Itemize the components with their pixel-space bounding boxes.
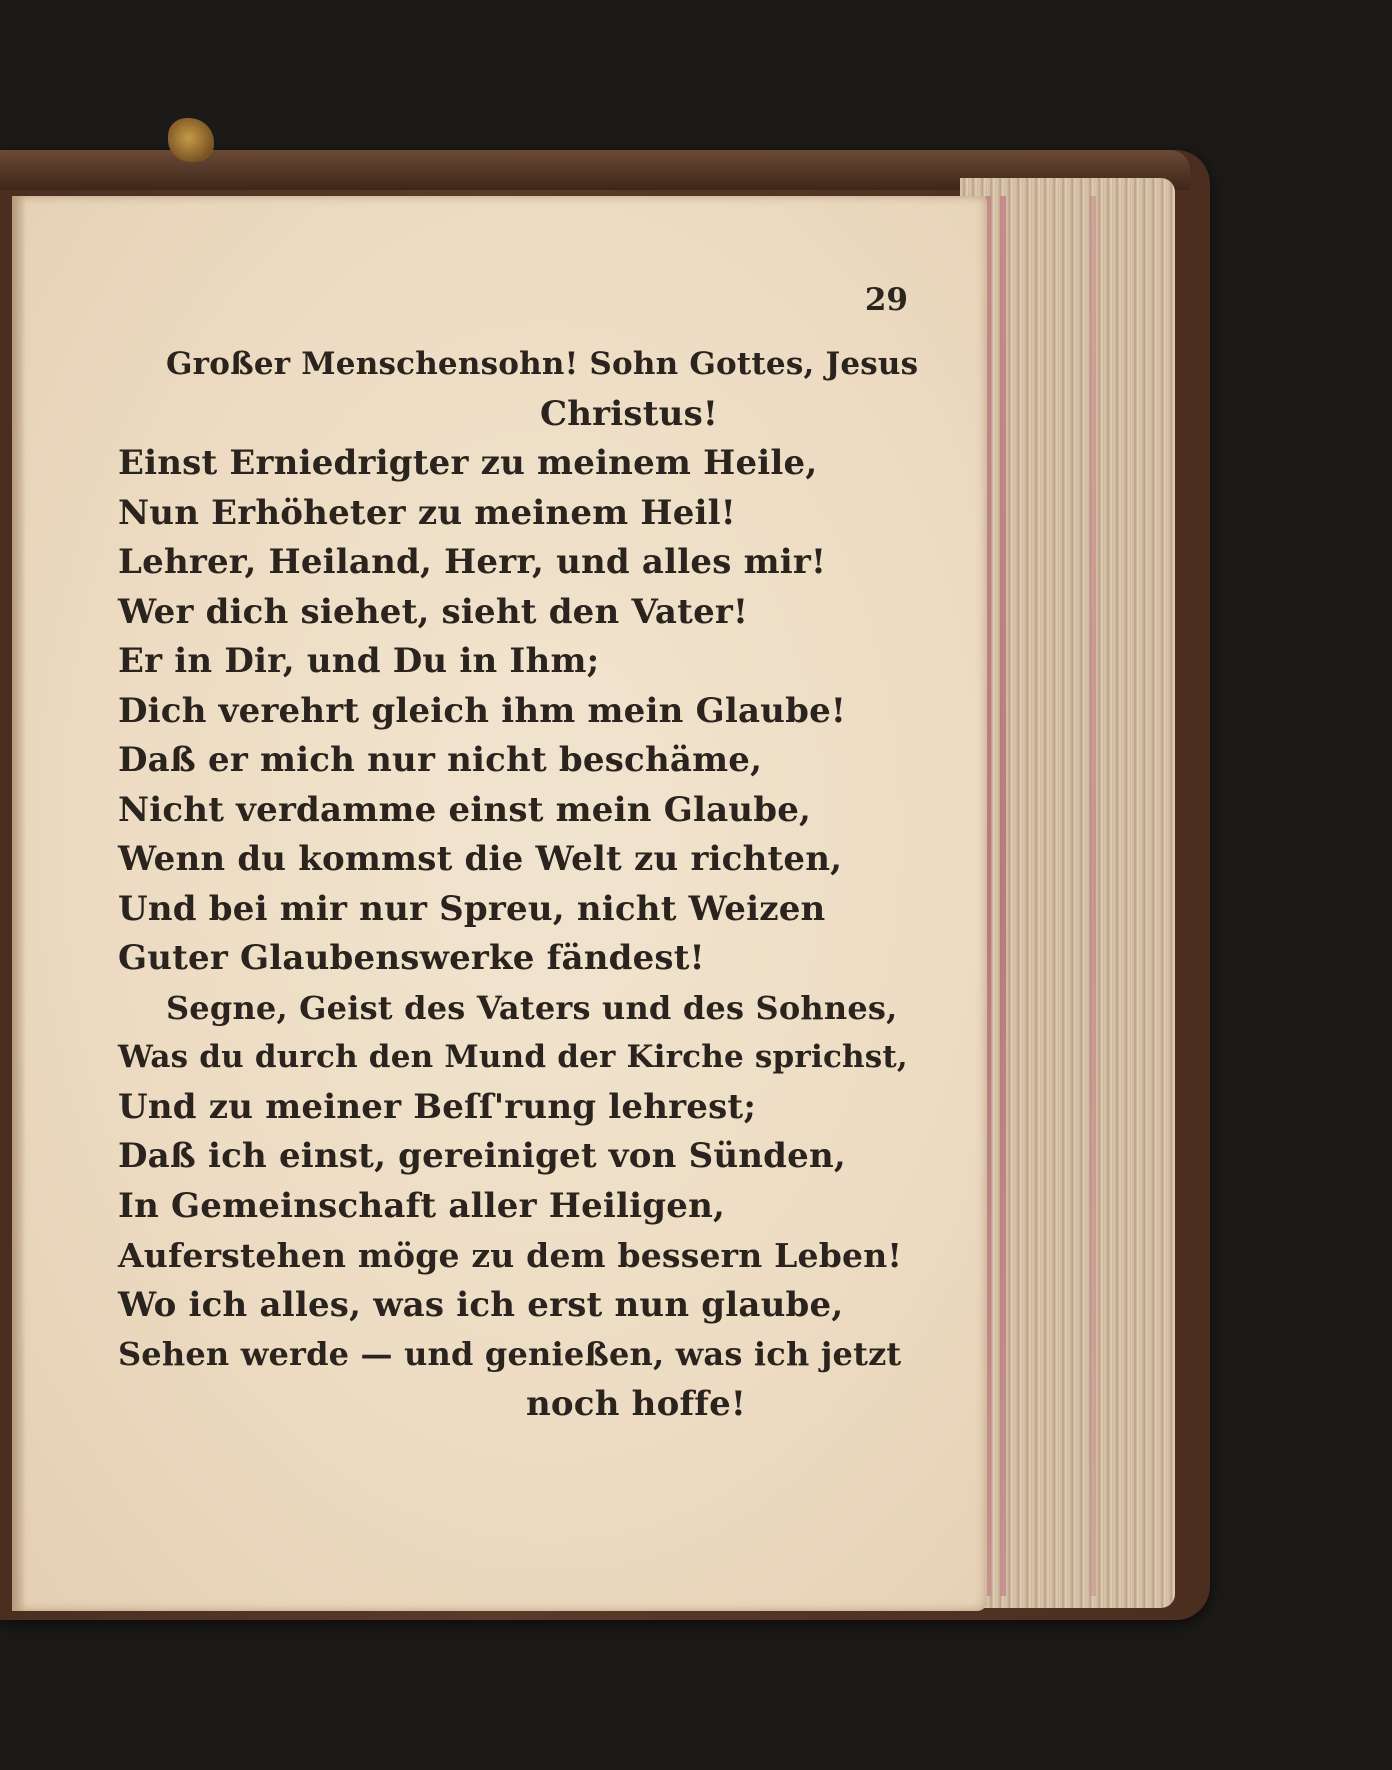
text-line: Wer dich siehet, sieht den Vater! [118, 591, 749, 632]
text-line: Und bei mir nur Spreu, nicht Weizen [118, 888, 826, 929]
text-line: Nun Erhöheter zu meinem Heil! [118, 492, 736, 533]
text-line: Sehen werde — und genießen, was ich jetzt [118, 1335, 902, 1373]
page-number: 29 [864, 282, 908, 318]
hymn-text [118, 340, 919, 1429]
text-line: Dich verehrt gleich ihm mein Glaube! [118, 690, 847, 731]
text-line: Wo ich alles, was ich erst nun glaube, [118, 1284, 844, 1325]
text-line: Daß er mich nur nicht beschäme, [118, 740, 763, 780]
text-line: Er in Dir, und Du in Ihm; [118, 641, 600, 681]
text-line: Wenn du kommst die Welt zu richten, [118, 839, 843, 879]
text-line: Und zu meiner Beſſ'rung lehrest; [118, 1086, 757, 1127]
page-block-edges [960, 178, 1175, 1608]
text-line: Großer Menschensohn! Sohn Gottes, Jesus [166, 346, 919, 382]
text-line: Nicht verdamme einst mein Glaube, [118, 789, 812, 830]
text-line: Lehrer, Heiland, Herr, und alles mir! [118, 542, 827, 582]
page-gutter [12, 196, 26, 1611]
red-page-edge [1090, 196, 1096, 1596]
text-line: Was du durch den Mund der Kirche sprichst, [118, 1039, 908, 1075]
text-line: Daß ich einst, gereiniget von Sünden, [118, 1136, 846, 1176]
red-page-edge [1000, 196, 1006, 1596]
text-line: Guter Glaubenswerke fändest! [118, 938, 705, 978]
clasp-knob [168, 118, 214, 162]
text-line: noch hoffe! [526, 1383, 747, 1424]
text-line: In Gemeinschaft aller Heiligen, [118, 1185, 726, 1226]
text-line: Christus! [540, 393, 719, 434]
text-line: Auferstehen möge zu dem bessern Leben! [118, 1236, 903, 1275]
text-line: Segne, Geist des Vaters und des Sohnes, [166, 988, 898, 1027]
text-line: Einst Erniedrigter zu meinem Heile, [118, 443, 818, 483]
